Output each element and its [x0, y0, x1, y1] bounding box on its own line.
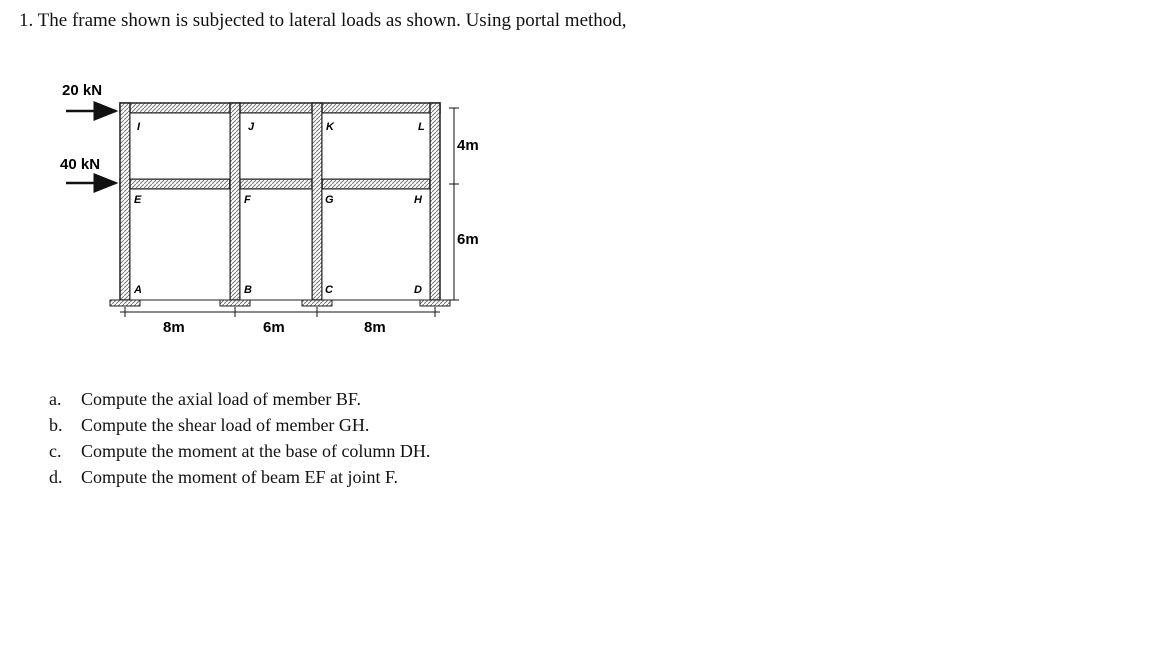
- frame-figure: [0, 60, 520, 360]
- problem-statement: 1. The frame shown is subjected to lateral loads as shown. Using portal method,: [19, 10, 627, 31]
- column-dh: [430, 103, 440, 300]
- question-letter: c.: [49, 441, 62, 461]
- question-text: Compute the shear load of member GH.: [81, 415, 370, 435]
- question-item: [49, 412, 430, 438]
- question-text: Compute the axial load of member BF.: [81, 389, 362, 409]
- node-i: I: [137, 121, 141, 133]
- support-d: [420, 300, 450, 306]
- question-text: Compute the moment at the base of column DH.: [81, 441, 431, 461]
- node-a: A: [134, 284, 142, 296]
- node-f: F: [244, 194, 251, 206]
- floor-beam-gh: [322, 179, 430, 189]
- column-bf: [230, 103, 240, 300]
- question-list: [49, 386, 430, 490]
- node-b: B: [244, 284, 252, 296]
- dim-upper-height: 4m: [457, 137, 479, 154]
- node-h: H: [414, 194, 422, 206]
- question-item: [49, 464, 430, 490]
- node-j: J: [248, 121, 255, 133]
- node-e: E: [134, 194, 142, 206]
- span-dimension-line: [120, 307, 440, 317]
- node-d: D: [414, 284, 422, 296]
- question-letter: d.: [49, 467, 63, 487]
- dim-span-3: 8m: [364, 319, 386, 336]
- node-g: G: [325, 194, 334, 206]
- roof-beam: [120, 103, 440, 113]
- question-item: [49, 386, 430, 412]
- node-l: L: [418, 121, 425, 133]
- floor-beam-fg: [230, 179, 322, 189]
- column-cg: [312, 103, 322, 300]
- question-text: Compute the moment of beam EF at joint F.: [81, 467, 399, 487]
- floor-beam-ef: [120, 179, 230, 189]
- dim-span-2: 6m: [263, 319, 285, 336]
- support-a: [110, 300, 140, 306]
- node-k: K: [326, 121, 334, 133]
- question-letter: b.: [49, 415, 63, 435]
- support-c: [302, 300, 332, 306]
- question-letter: a.: [49, 389, 62, 409]
- question-item: [49, 438, 430, 464]
- dim-span-1: 8m: [163, 319, 185, 336]
- support-b: [220, 300, 250, 306]
- load-label-top: 20 kN: [62, 82, 103, 99]
- node-c: C: [325, 284, 333, 296]
- dim-lower-height: 6m: [457, 231, 479, 248]
- column-ae: [120, 103, 130, 300]
- load-label-middle: 40 kN: [60, 156, 101, 173]
- frame-diagram: [0, 60, 520, 360]
